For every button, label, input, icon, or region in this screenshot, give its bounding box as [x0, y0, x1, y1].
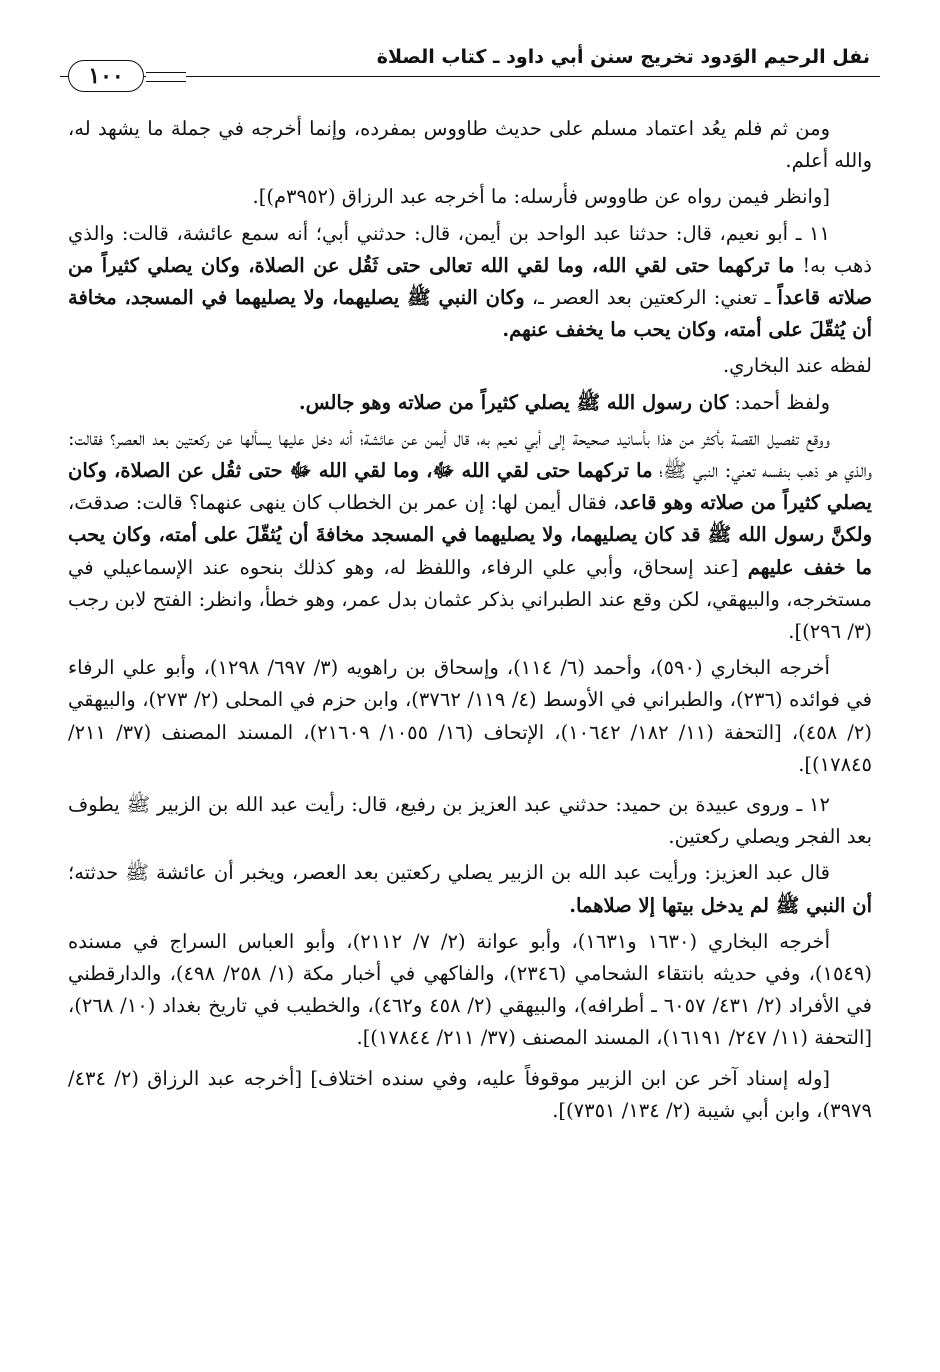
text-segment: [وانظر فيمن رواه عن طاووس فأرسله: ما أخرجه عبد الرزاق (٣٩٥٢م)].: [252, 185, 830, 209]
text-segment: ومن ثم فلم يعُد اعتماد مسلم على حديث طاووس بمفرده، وإنما أخرجه في جملة ما يشهد له، والله أعلم.: [68, 117, 872, 173]
bold-text-segment: أن النبي ﷺ لم يدخل بيتها إلا صلاهما.: [569, 893, 872, 917]
page-number-ornament: [146, 72, 186, 82]
paragraph-p11: [68, 1063, 872, 1127]
text-segment: ووقع تفصيل القصة بأكثر من هذا بأسانيد صحيحة إلى أبي نعيم به، قال أيمن عن عائشة؛ أنه دخل عليها يسألها عن ركعتين بعد العصر؟ فقالت: والذي هو ذهب بنفسه تعني: النبي ﷺ؛: [68, 426, 872, 483]
text-segment: [وله إسناد آخر عن ابن الزبير موقوفاً عليه، وفي سنده اختلاف] [أخرجه عبد الرزاق (٢/ ٤٣٤/ ٣٩٧٩)، وابن أبي شيبة (٢/ ١٣٤/ ٧٣٥١)].: [68, 1066, 872, 1122]
text-segment: [عند إسحاق، وأبي علي الرفاء، واللفظ له، وهو كذلك بنحوه عند الإسماعيلي في مستخرجه، والبيهقي، لكن وقع عند الطبراني بذكر عثمان بدل عمر، وهو خطأ، وانظر: الفتح لابن رجب (٣/ ٢٩٦)].: [68, 555, 872, 644]
paragraph-p7: [68, 652, 872, 781]
body-text: [68, 113, 872, 1131]
text-segment: أخرجه البخاري (١٦٣٠ و١٦٣١)، وأبو عوانة (٢/ ٧/ ٢١١٢)، وأبو العباس السراج في مسنده (١٥٤٩)، وفي حديثه بانتقاء الشحامي (٢٣٤٦)، والفاكهي في أخبار مكة (١/ ٢٥٨/ ٤٩٨)، والدارقطني في الأفراد (٢/ ٤٣١/ ٦٠٥٧ ـ أطرافه)، والبيهقي (٢/ ٤٥٨ و٤٦٢)، والخطيب في تاريخ بغداد (١٠/ ٢٦٨)، [التحفة (١١/ ٢٤٧/ ١٦١٩١)، المسند المصنف (٣٧/ ٢١١/ ١٧٨٤٤)].: [68, 929, 872, 1050]
text-segment: ، فقال أيمن لها: إن عمر بن الخطاب كان ينهى عنهما؟ قالت: صدقتَ،: [68, 491, 620, 515]
paragraph-p3: [68, 218, 872, 347]
text-segment: لفظه عند البخاري.: [722, 354, 872, 378]
paragraph-p8: [68, 789, 872, 853]
text-segment: أخرجه البخاري (٥٩٠)، وأحمد (٦/ ١١٤)، وإسحاق بن راهويه (٣/ ٦٩٧/ ١٢٩٨)، وأبو علي الرفاء في فوائده (٢٣٦)، والطبراني في الأوسط (٤/ ١١٩/ ٣٧٦٢)، وابن حزم في المحلى (٢/ ٢٧٣)، والبيهقي (٢/ ٤٥٨)، [التحفة (١١/ ١٨٢/ ١٠٦٤٢)، الإتحاف (١٦/ ١٠٥٥/ ٢١٦٠٩)، المسند المصنف (٣٧/ ٢١١/ ١٧٨٤٥)].: [68, 656, 872, 776]
paragraph-p9: [68, 857, 872, 921]
bold-text-segment: ما تركهما حتى لقي الله، وما لقي الله تعالى حتى ثَقُل عن الصلاة، وكان يصلي كثيراً من صلاته قاعداً: [68, 253, 873, 310]
text-segment: قال عبد العزيز: ورأيت عبد الله بن الزبير يصلي ركعتين بعد العصر، ويخبر أن عائشة ﷺ حدثته؛: [68, 861, 830, 885]
text-segment: ـ تعني: الركعتين بعد العصر ـ،: [524, 286, 778, 310]
paragraph-p4: [68, 350, 872, 382]
paragraph-p6: [68, 423, 872, 648]
paragraph-p1: [68, 113, 872, 177]
running-title: نفل الرحيم الوَدود تخريج سنن أبي داود ـ كتاب الصلاة: [376, 46, 870, 68]
text-segment: ولفظ أحمد:: [728, 390, 830, 414]
paragraph-p10: [68, 926, 872, 1055]
text-segment: ١١ ـ أبو نعيم، قال: حدثنا عبد الواحد بن أيمن، قال: حدثني أبي؛ أنه سمع عائشة، قالت: والذي ذهب به!: [68, 221, 872, 277]
bold-text-segment: ما تركهما حتى لقي الله ﷻ، وما لقي الله ﷻ حتى ثقُل عن الصلاة، وكان يصلي كثيراً من صلاته وهو قاعد: [68, 459, 872, 515]
bold-text-segment: كان رسول الله ﷺ يصلي كثيراً من صلاته وهو جالس.: [298, 390, 729, 414]
paragraph-p2: [68, 181, 872, 213]
paragraph-p5: [68, 387, 872, 419]
bold-text-segment: ولكنَّ رسول الله ﷺ قد كان يصليهما، ولا يصليهما في المسجد مخافةَ أن يُثقّلَ على أمته، وكان يحب ما خفف عليهم: [68, 523, 872, 579]
page-number: ١٠٠: [68, 60, 144, 92]
running-header: [60, 42, 880, 89]
text-segment: ١٢ ـ وروى عبيدة بن حميد: حدثني عبد العزيز بن رفيع، قال: رأيت عبد الله بن الزبير ﷺ يطوف بعد الفجر ويصلي ركعتين.: [68, 793, 872, 849]
bold-text-segment: وكان النبي ﷺ يصليهما، ولا يصليهما في المسجد، مخافة أن يُثقّلَ على أمته، وكان يحب ما يخفف عنهم.: [68, 286, 872, 342]
